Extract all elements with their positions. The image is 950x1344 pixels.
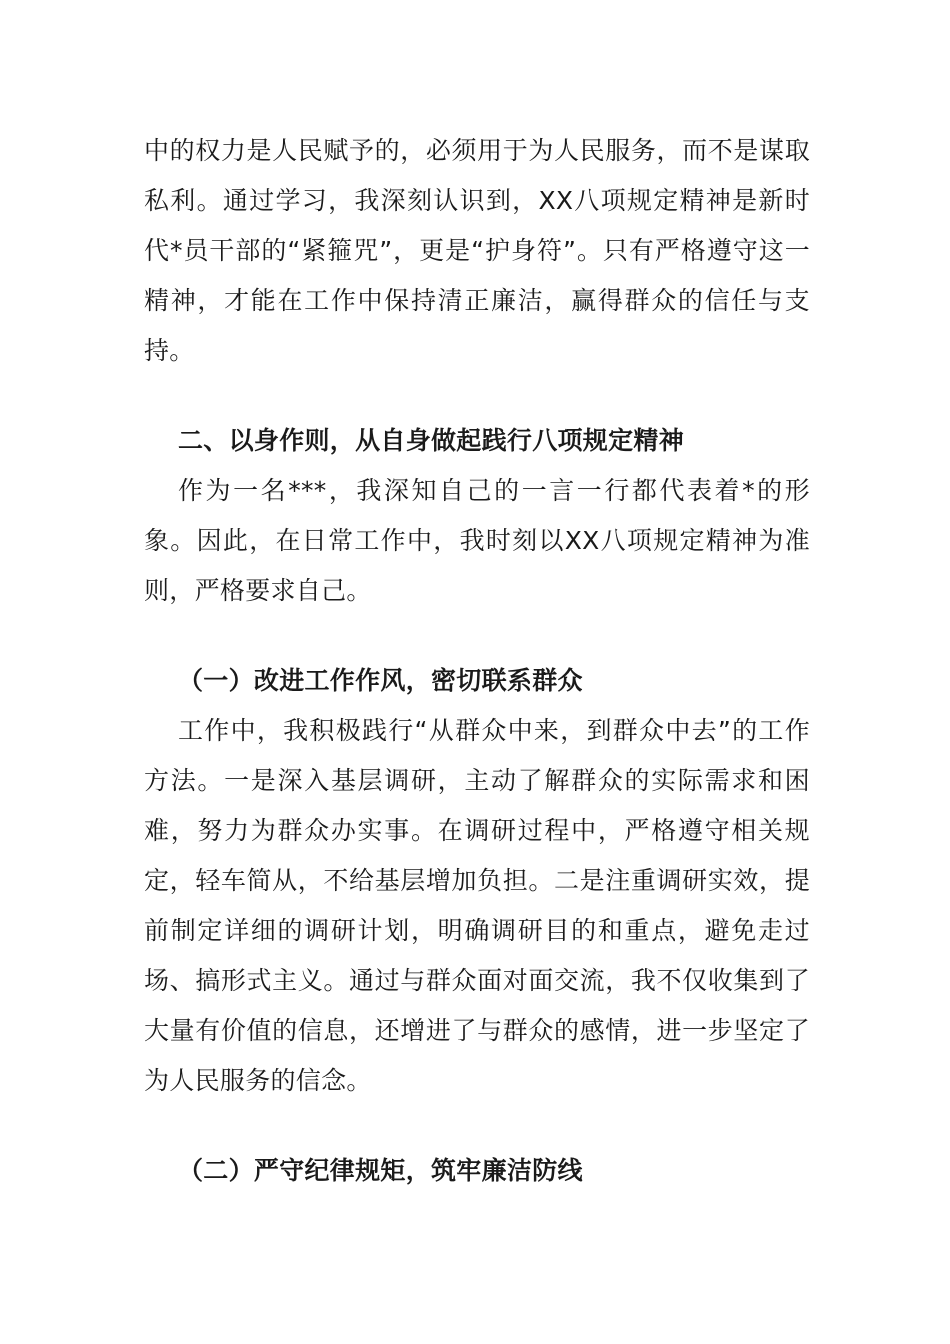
spacer bbox=[144, 616, 810, 656]
intro-paragraph: 中的权力是人民赋予的，必须用于为人民服务，而不是谋取私利。通过学习，我深刻认识到，XX八项规定精神是新时代*员干部的“紧箍咒”，更是“护身符”。只有严格遵守这一精神，才能在工作中保持清正廉洁，赢得群众的信任与支持。 bbox=[144, 136, 810, 365]
subsection-one-paragraph: 工作中，我积极践行“从群众中来，到群众中去”的工作方法。一是深入基层调研，主动了解群众的实际需求和困难，努力为群众办实事。在调研过程中，严格遵守相关规定，轻车简从，不给基层增加负担。二是注重调研实效，提前制定详细的调研计划，明确调研目的和重点，避免走过场、搞形式主义。通过与群众面对面交流，我不仅收集到了大量有价值的信息，还增进了与群众的感情，进一步坚定了为人民服务的信念。 bbox=[144, 716, 810, 1095]
subsection-one-heading: （一）改进工作作风，密切联系群众 bbox=[178, 666, 583, 695]
spacer bbox=[144, 1106, 810, 1146]
subsection-two-heading: （二）严守纪律规矩，筑牢廉洁防线 bbox=[178, 1156, 583, 1185]
section-two-paragraph: 作为一名***，我深知自己的一言一行都代表着*的形象。因此，在日常工作中，我时刻以XX八项规定精神为准则，严格要求自己。 bbox=[144, 476, 810, 605]
spacer bbox=[144, 376, 810, 416]
document-body bbox=[144, 126, 810, 1196]
section-two-heading: 二、以身作则，从自身做起践行八项规定精神 bbox=[178, 426, 685, 455]
